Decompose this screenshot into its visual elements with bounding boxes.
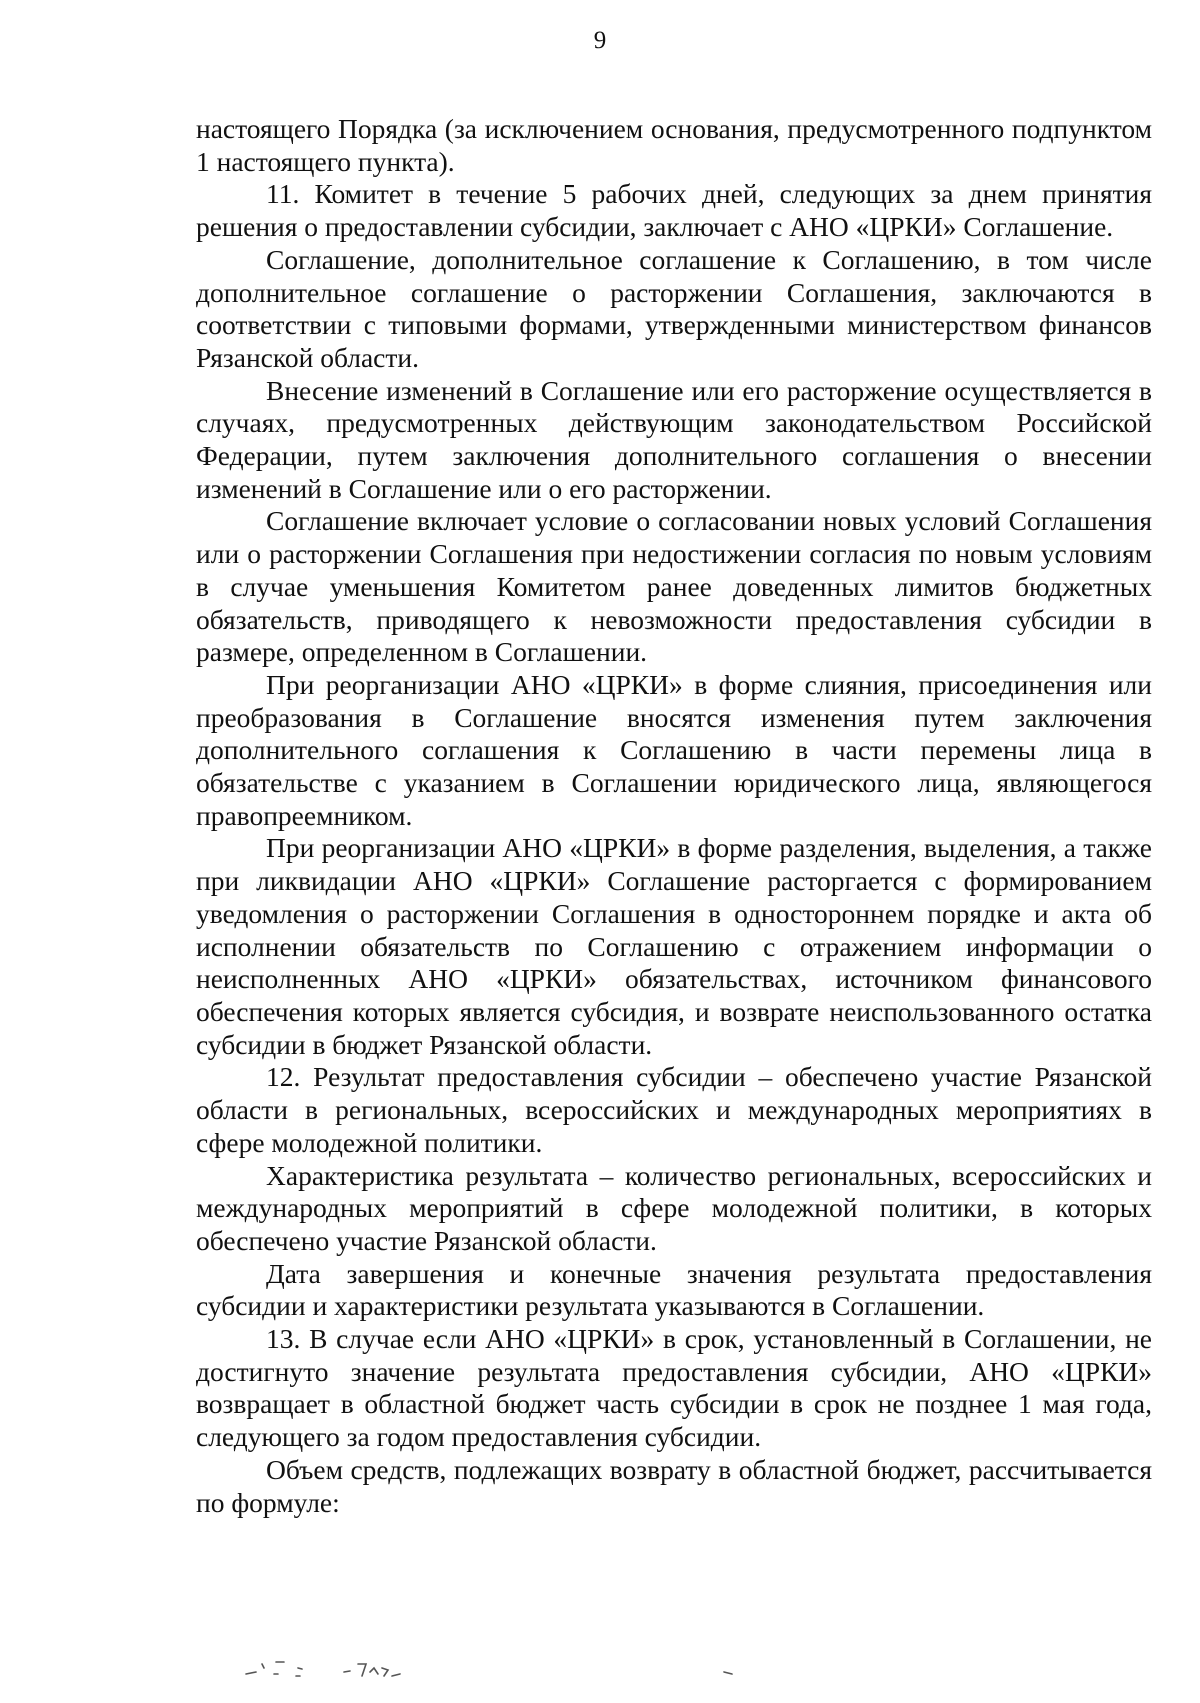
paragraph-4: Внесение изменений в Соглашение или его расторжение осуществляется в случаях, предусмотренных действующим законодательством Российской Федерации, путем заключения дополнительного соглашения о внесении изменений в Соглашение или о его расторжении. xyxy=(196,374,1152,504)
document-body xyxy=(196,113,1152,1519)
paragraph-11: 13. В случае если АНО «ЦРКИ» в срок, установленный в Соглашении, не достигнуто значение результата предоставления субсидии, АНО «ЦРКИ» возвращает в областной бюджет часть субсидии в срок не позднее 1 мая года, следующего за годом предоставления субсидии. xyxy=(196,1323,1152,1453)
paragraph-2: 11. Комитет в течение 5 рабочих дней, следующих за днем принятия решения о предоставлении субсидии, заключает с АНО «ЦРКИ» Соглашение. xyxy=(196,178,1152,243)
scan-artifacts xyxy=(240,1650,760,1690)
page-number: 9 xyxy=(593,27,607,54)
paragraph-8: 12. Результат предоставления субсидии – обеспечено участие Рязанской области в региональных, всероссийских и международных мероприятиях в сфере молодежной политики. xyxy=(196,1061,1152,1158)
paragraph-6: При реорганизации АНО «ЦРКИ» в форме слияния, присоединения или преобразования в Соглашение вносятся изменения путем заключения дополнительного соглашения к Соглашению в части перемены лица в обязательстве с указанием в Соглашении юридического лица, являющегося правопреемником. xyxy=(196,668,1152,831)
paragraph-5: Соглашение включает условие о согласовании новых условий Соглашения или о расторжении Соглашения при недостижении согласия по новым условиям в случае уменьшения Комитетом ранее доведенных лимитов бюджетных обязательств, приводящего к невозможности предоставления субсидии в размере, определенном в Соглашении. xyxy=(196,505,1152,668)
paragraph-1: настоящего Порядка (за исключением основания, предусмотренного подпунктом 1 настоящего пункта). xyxy=(196,113,1152,177)
paragraph-3: Соглашение, дополнительное соглашение к Соглашению, в том числе дополнительное соглашение о расторжении Соглашения, заключаются в соответствии с типовыми формами, утвержденными министерством финансов Рязанской области. xyxy=(196,243,1152,373)
paragraph-9: Характеристика результата – количество региональных, всероссийских и международных мероприятий в сфере молодежной политики, в которых обеспечено участие Рязанской области. xyxy=(196,1159,1152,1256)
paragraph-7: При реорганизации АНО «ЦРКИ» в форме разделения, выделения, а также при ликвидации АНО «ЦРКИ» Соглашение расторгается с формированием уведомления о расторжении Соглашения в одностороннем порядке и акта об исполнении обязательств по Соглашению с отражением информации о неисполненных АНО «ЦРКИ» обязательствах, источником финансового обеспечения которых является субсидия, и возврате неиспользованного остатка субсидии в бюджет Рязанской области. xyxy=(196,832,1152,1060)
paragraph-12: Объем средств, подлежащих возврату в областной бюджет, рассчитывается по формуле: xyxy=(196,1453,1152,1518)
paragraph-10: Дата завершения и конечные значения результата предоставления субсидии и характеристики результата указываются в Соглашении. xyxy=(196,1257,1152,1322)
